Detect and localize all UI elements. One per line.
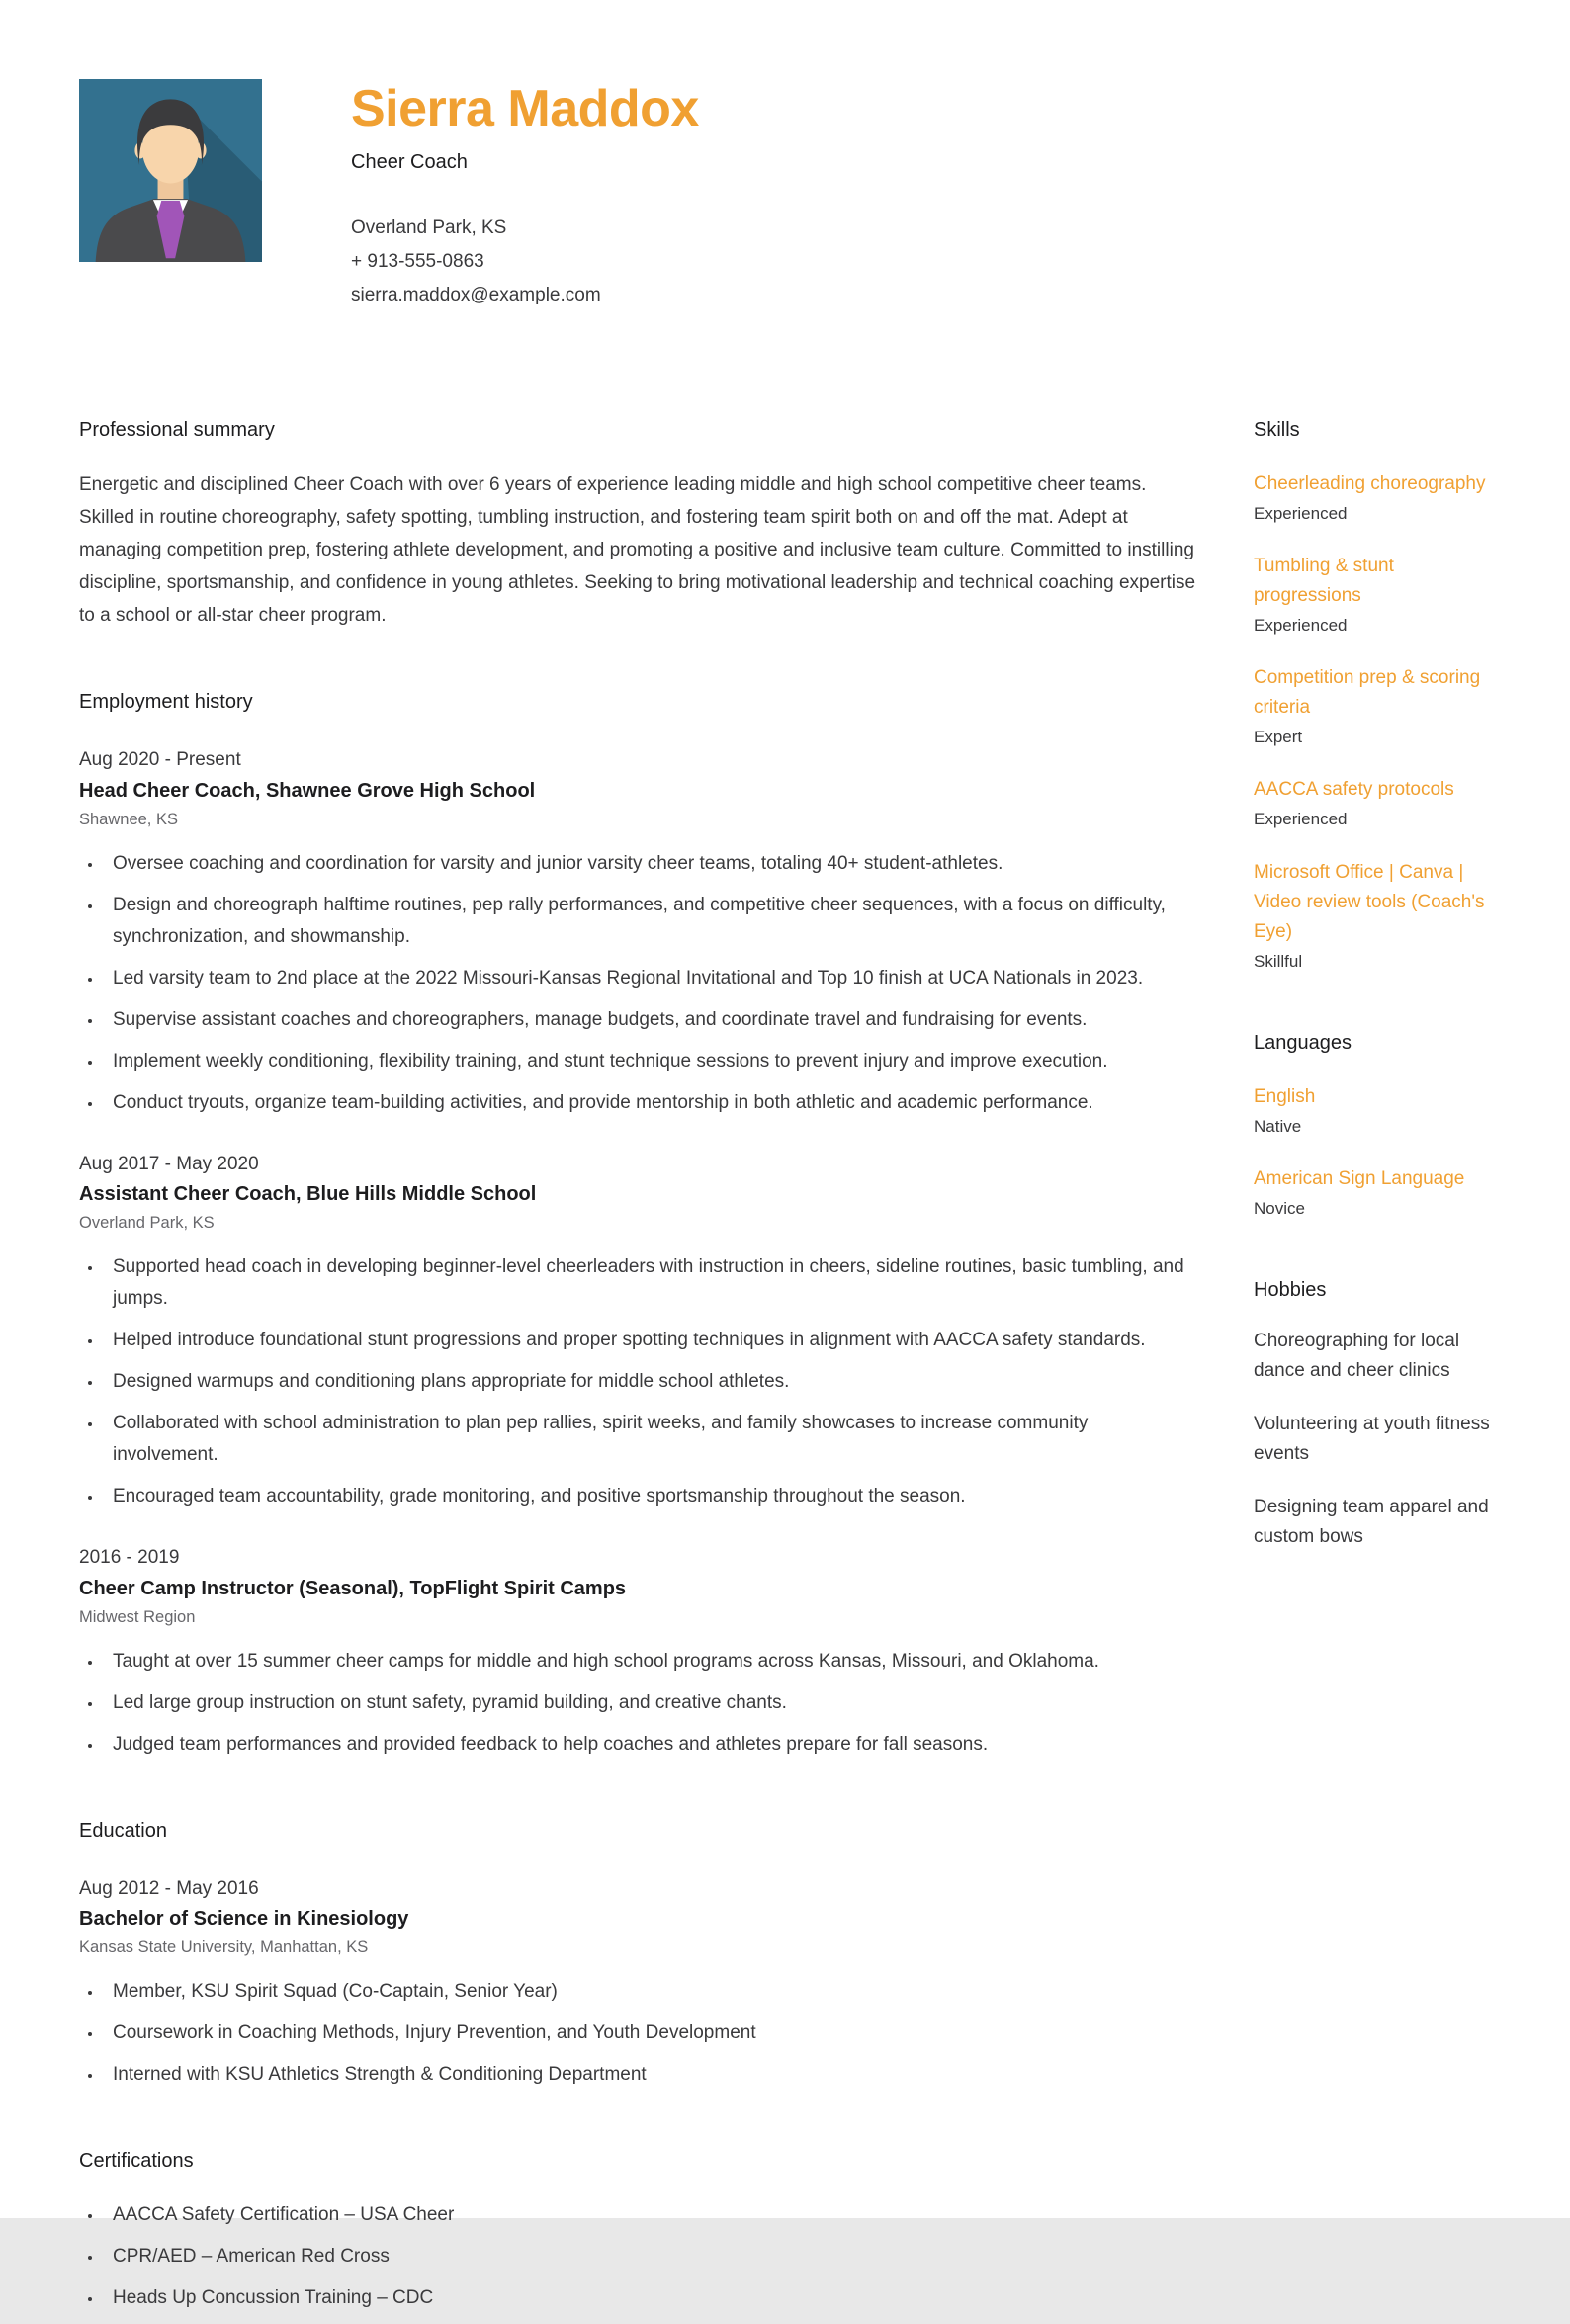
hobbies-heading: Hobbies xyxy=(1254,1278,1327,1301)
main-column xyxy=(79,417,1196,2324)
skill-level: Expert xyxy=(1254,728,1303,747)
job-bullet: • Implement weekly conditioning, flexibility training, and stunt technique sessions to prevent injury and improve execution. xyxy=(103,1046,1196,1077)
header xyxy=(79,79,1491,312)
skill-level: Experienced xyxy=(1254,616,1348,636)
language-level: Novice xyxy=(1254,1198,1305,1218)
job-location: Midwest Region xyxy=(79,1607,196,1626)
job-bullet: • Designed warmups and conditioning plans appropriate for middle school athletes. xyxy=(103,1366,1196,1398)
education-heading: Education xyxy=(79,1819,167,1842)
job-bullet: • Design and choreograph halftime routines, pep rally performances, and competitive cheer sequences, with a focus on difficulty, synchronization, and showmanship. xyxy=(103,890,1196,953)
certification-item: • AACCA Safety Certification – USA Cheer xyxy=(103,2199,1196,2231)
certification-item: • CPR/AED – American Red Cross xyxy=(103,2241,1196,2273)
skill-level: Experienced xyxy=(1254,504,1348,524)
job-title: Assistant Cheer Coach, Blue Hills Middle School xyxy=(79,1183,537,1206)
education-dates: Aug 2012 - May 2016 xyxy=(79,1877,259,1899)
job-bullet: • Taught at over 15 summer cheer camps for middle and high school programs across Kansas, Missouri, and Oklahoma. xyxy=(103,1646,1196,1678)
education-degree: Bachelor of Science in Kinesiology xyxy=(79,1908,409,1931)
avatar xyxy=(79,79,262,262)
body-columns xyxy=(79,417,1491,2324)
education-bullet: • Member, KSU Spirit Squad (Co-Captain, Senior Year) xyxy=(103,1976,1196,2008)
job-bullet: • Oversee coaching and coordination for varsity and junior varsity cheer teams, totaling 40+ student-athletes. xyxy=(103,848,1196,880)
skill-item xyxy=(1254,663,1491,748)
header-text xyxy=(351,79,699,312)
person-headline: Cheer Coach xyxy=(351,151,468,174)
job-bullet: • Supervise assistant coaches and choreographers, manage budgets, and coordinate travel and fundraising for events. xyxy=(103,1004,1196,1036)
job-dates: Aug 2020 - Present xyxy=(79,749,241,771)
job-bullet: • Collaborated with school administration to plan pep rallies, spirit weeks, and family showcases to increase community involvement. xyxy=(103,1408,1196,1471)
education-entry xyxy=(79,1875,1196,2092)
job-location: Shawnee, KS xyxy=(79,810,178,828)
languages-heading: Languages xyxy=(1254,1031,1352,1054)
skill-level: Skillful xyxy=(1254,951,1303,971)
contact-phone: + 913-555-0863 xyxy=(351,251,484,273)
skills-section xyxy=(1254,417,1491,972)
job-dates: Aug 2017 - May 2020 xyxy=(79,1153,259,1174)
skill-item xyxy=(1254,858,1491,973)
skill-name: Cheerleading choreography xyxy=(1254,473,1486,495)
contact-block xyxy=(351,212,699,312)
job-bullet: • Helped introduce foundational stunt progressions and proper spotting techniques in alignment with AACCA safety standards. xyxy=(103,1325,1196,1356)
certification-list xyxy=(79,2199,1196,2314)
hobby-item: Designing team apparel and custom bows xyxy=(1254,1496,1489,1547)
job-entry xyxy=(79,1151,1196,1513)
skill-item xyxy=(1254,470,1491,525)
person-name: Sierra Maddox xyxy=(351,80,699,137)
job-entry xyxy=(79,1544,1196,1761)
language-name: American Sign Language xyxy=(1254,1167,1465,1189)
skill-item xyxy=(1254,552,1491,637)
languages-section xyxy=(1254,1030,1491,1220)
hobby-item: Volunteering at youth fitness events xyxy=(1254,1413,1490,1464)
language-level: Native xyxy=(1254,1116,1302,1136)
skill-name: Tumbling & stunt progressions xyxy=(1254,556,1394,607)
employment-section xyxy=(79,689,1196,1761)
certifications-heading: Certifications xyxy=(79,2150,194,2173)
job-dates: 2016 - 2019 xyxy=(79,1547,180,1569)
language-item xyxy=(1254,1164,1491,1220)
skill-name: Microsoft Office | Canva | Video review tools (Coach's Eye) xyxy=(1254,861,1485,942)
job-bullet: • Led large group instruction on stunt safety, pyramid building, and creative chants. xyxy=(103,1687,1196,1719)
summary-text: Energetic and disciplined Cheer Coach with over 6 years of experience leading middle and high school competitive cheer teams. Skilled in routine choreography, safety spotting, tumbling instruction, and fostering team spirit both on and off the mat. Adept at managing competition prep, fostering athlete development, and promoting a positive and inclusive team culture. Committed to instilling discipline, sportsmanship, and confidence in young athletes. Seeking to bring motivational leadership and technical coaching expertise to a school or all-star cheer program. xyxy=(79,474,1196,627)
hobby-item: Choreographing for local dance and cheer clinics xyxy=(1254,1330,1460,1381)
education-bullet: • Coursework in Coaching Methods, Injury Prevention, and Youth Development xyxy=(103,2018,1196,2049)
job-bullet-list xyxy=(79,1251,1196,1512)
job-title: Head Cheer Coach, Shawnee Grove High School xyxy=(79,779,536,802)
job-bullet: • Encouraged team accountability, grade monitoring, and positive sportsmanship throughout the season. xyxy=(103,1481,1196,1512)
skill-name: AACCA safety protocols xyxy=(1254,779,1454,801)
job-bullet: • Supported head coach in developing beginner-level cheerleaders with instruction in cheers, sideline routines, basic tumbling, and jumps. xyxy=(103,1251,1196,1315)
skill-name: Competition prep & scoring criteria xyxy=(1254,667,1481,719)
hobbies-section xyxy=(1254,1277,1491,1552)
job-bullet: • Led varsity team to 2nd place at the 2022 Missouri-Kansas Regional Invitational and Top 10 finish at UCA Nationals in 2023. xyxy=(103,963,1196,994)
contact-email: sierra.maddox@example.com xyxy=(351,285,601,306)
job-bullet-list xyxy=(79,1646,1196,1761)
skill-level: Experienced xyxy=(1254,810,1348,829)
education-section xyxy=(79,1818,1196,2092)
job-bullet-list xyxy=(79,848,1196,1119)
contact-location: Overland Park, KS xyxy=(351,217,507,239)
certifications-section xyxy=(79,2148,1196,2314)
summary-heading: Professional summary xyxy=(79,419,275,442)
job-bullet: • Conduct tryouts, organize team-building activities, and provide mentorship in both athletic and academic performance. xyxy=(103,1087,1196,1119)
skills-heading: Skills xyxy=(1254,419,1300,442)
language-item xyxy=(1254,1082,1491,1138)
skill-item xyxy=(1254,775,1491,830)
job-title: Cheer Camp Instructor (Seasonal), TopFlight Spirit Camps xyxy=(79,1577,627,1599)
job-entry xyxy=(79,746,1196,1119)
summary-section xyxy=(79,417,1196,632)
job-bullet: • Judged team performances and provided feedback to help coaches and athletes prepare for fall seasons. xyxy=(103,1729,1196,1761)
job-location: Overland Park, KS xyxy=(79,1214,215,1233)
employment-heading: Employment history xyxy=(79,691,253,714)
education-bullet: • Interned with KSU Athletics Strength & Conditioning Department xyxy=(103,2059,1196,2091)
sidebar xyxy=(1254,417,1491,2324)
certification-item: • Heads Up Concussion Training – CDC xyxy=(103,2282,1196,2314)
education-school: Kansas State University, Manhattan, KS xyxy=(79,1938,369,1957)
education-bullet-list xyxy=(79,1976,1196,2091)
language-name: English xyxy=(1254,1085,1316,1107)
